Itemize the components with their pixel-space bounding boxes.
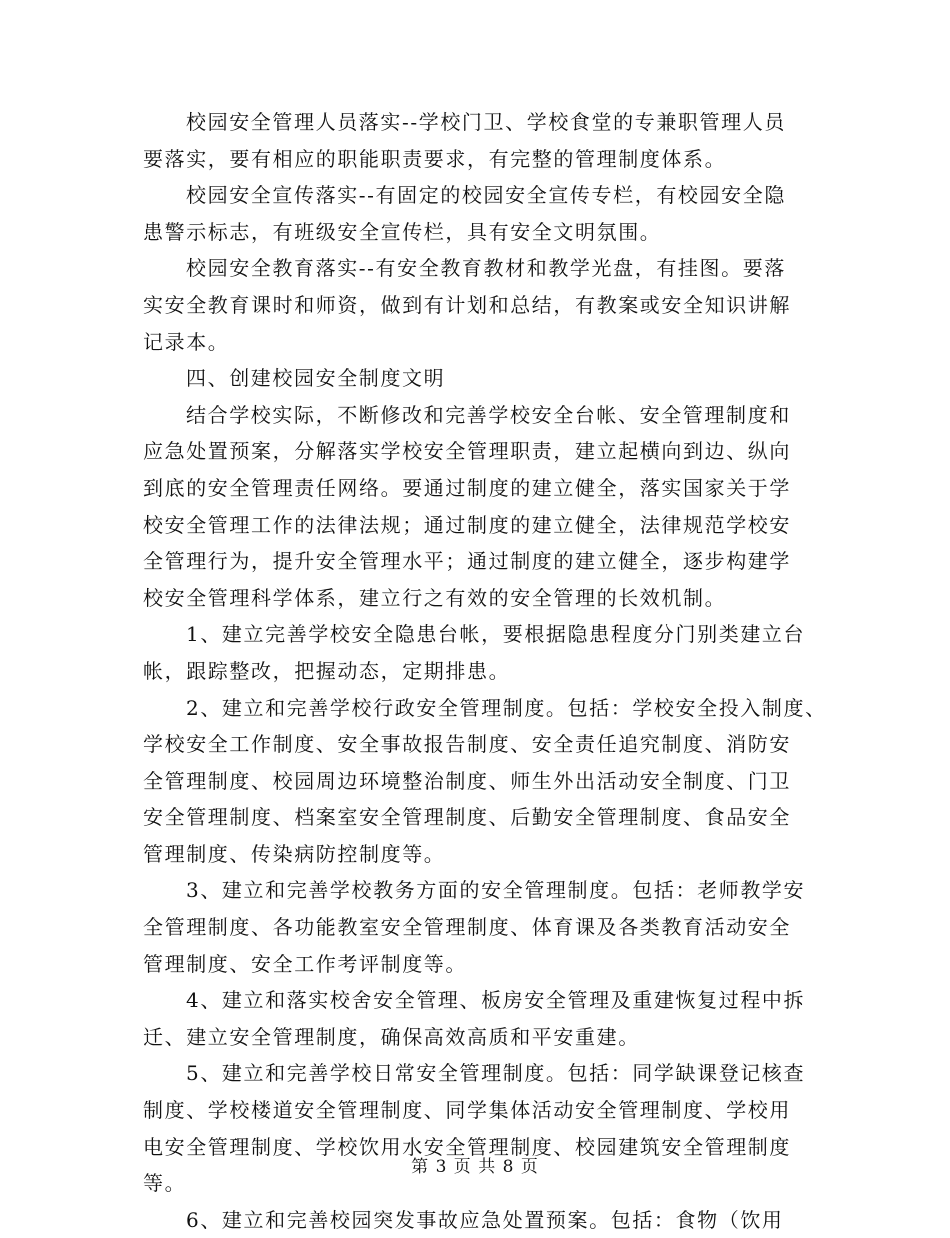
paragraph-line: 1、建立完善学校安全隐患台帐，要根据隐患程度分门别类建立台 <box>186 622 806 647</box>
paragraph-line: 帐，跟踪整改，把握动态，定期排患。 <box>143 658 511 683</box>
paragraph-line: 记录本。 <box>143 329 230 354</box>
paragraph-line: 6、建立和完善校园突发事故应急处置预案。包括：食物（饮用 <box>186 1207 784 1232</box>
paragraph-line: 电安全管理制度、学校饮用水安全管理制度、校园建筑安全管理制度 <box>143 1134 791 1159</box>
paragraph-line: 4、建立和落实校舍安全管理、板房安全管理及重建恢复过程中拆 <box>186 988 806 1013</box>
paragraph-line: 患警示标志，有班级安全宣传栏，具有安全文明氛围。 <box>143 219 662 244</box>
paragraph-line: 3、建立和完善学校教务方面的安全管理制度。包括：老师教学安 <box>186 878 806 903</box>
paragraph-line: 应急处置预案，分解落实学校安全管理职责，建立起横向到边、纵向 <box>143 439 791 464</box>
paragraph-line: 制度、学校楼道安全管理制度、同学集体活动安全管理制度、学校用 <box>143 1098 791 1123</box>
section-heading: 四、创建校园安全制度文明 <box>186 366 446 391</box>
paragraph-line: 要落实，要有相应的职能职责要求，有完整的管理制度体系。 <box>143 146 727 171</box>
paragraph-line: 校园安全教育落实--有安全教育教材和教学光盘，有挂图。要落 <box>186 256 786 281</box>
paragraph-line: 校园安全宣传落实--有固定的校园安全宣传专栏，有校园安全隐 <box>186 183 786 208</box>
paragraph-line: 管理制度、传染病防控制度等。 <box>143 841 446 866</box>
paragraph-line: 全管理制度、校园周边环境整治制度、师生外出活动安全制度、门卫 <box>143 768 791 793</box>
paragraph-line: 等。 <box>143 1171 187 1196</box>
page-number-footer: 第 3 页 共 8 页 <box>411 1157 539 1177</box>
paragraph-line: 到底的安全管理责任网络。要通过制度的建立健全，落实国家关于学 <box>143 475 791 500</box>
paragraph-line: 5、建立和完善学校日常安全管理制度。包括：同学缺课登记核查 <box>186 1061 806 1086</box>
paragraph-line: 全管理制度、各功能教室安全管理制度、体育课及各类教育活动安全 <box>143 915 791 940</box>
paragraph-line: 迁、建立安全管理制度，确保高效高质和平安重建。 <box>143 1024 640 1049</box>
paragraph-line: 学校安全工作制度、安全事故报告制度、安全责任追究制度、消防安 <box>143 732 791 757</box>
paragraph-line: 校园安全管理人员落实--学校门卫、学校食堂的专兼职管理人员 <box>186 110 786 134</box>
paragraph-line: 全管理行为，提升安全管理水平；通过制度的建立健全，逐步构建学 <box>143 549 791 574</box>
paragraph-line: 管理制度、安全工作考评制度等。 <box>143 951 467 976</box>
document-body <box>143 104 827 1238</box>
paragraph-line: 校安全管理工作的法律法规；通过制度的建立健全，法律规范学校安 <box>143 512 791 537</box>
paragraph-line: 安全管理制度、档案室安全管理制度、后勤安全管理制度、食品安全 <box>143 805 791 830</box>
paragraph-line: 实安全教育课时和师资，做到有计划和总结，有教案或安全知识讲解 <box>143 292 791 317</box>
paragraph-line: 2、建立和完善学校行政安全管理制度。包括：学校安全投入制度、 <box>186 695 827 720</box>
paragraph-line: 结合学校实际，不断修改和完善学校安全台帐、安全管理制度和 <box>186 402 791 427</box>
paragraph-line: 校安全管理科学体系，建立行之有效的安全管理的长效机制。 <box>143 585 727 610</box>
